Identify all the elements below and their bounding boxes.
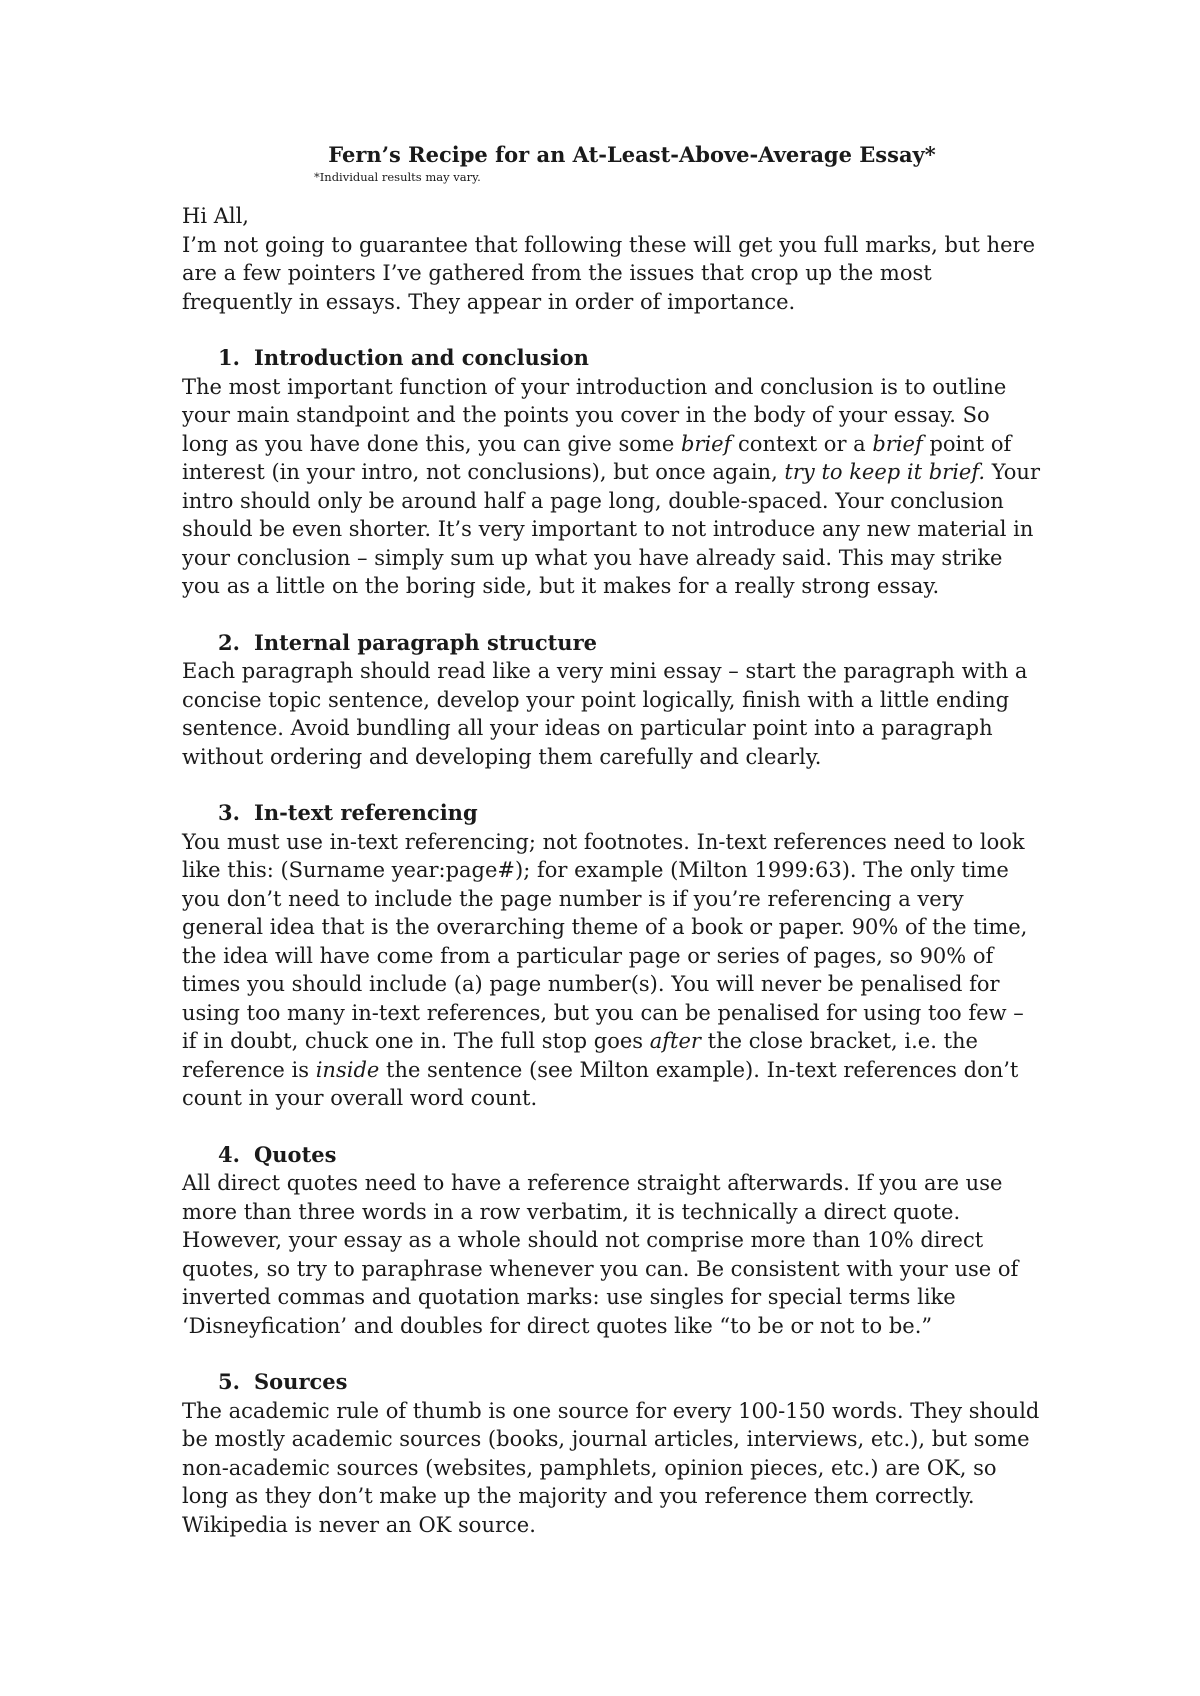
emphasis-text: inside xyxy=(315,1057,380,1082)
emphasis-text: try to keep it brief. xyxy=(784,460,986,484)
sections-list xyxy=(182,344,1042,1539)
section-number: 5. xyxy=(218,1369,240,1394)
section-number: 3. xyxy=(218,800,240,825)
section xyxy=(182,1141,1042,1341)
title-footnote: *Individual results may vary. xyxy=(314,170,481,184)
body-text: the close bracket, i.e. the reference is xyxy=(182,1029,978,1082)
body-text: Your intro should only be around half a page long, double-spaced. Your conclusion should be even shorter. It’s very important to not introduce any new material in your conclusion – simply sum up what you have already said. This may strike you as a little on the boring side, but it makes for a really strong essay. xyxy=(182,460,1040,598)
section xyxy=(182,799,1042,1113)
section-body xyxy=(182,1397,1042,1540)
section-body xyxy=(182,373,1042,601)
section-heading-text: In-text referencing xyxy=(254,800,478,825)
body-text: You must use in-text referencing; not footnotes. In-text references need to look like this: (Surname year:page#); for example (Milton 1999:63). The only time you don’t need to include the page number is if you’re referencing a very general idea that is the overarching theme of a book or paper. 90% of the time, the idea will have come from a particular page or series of pages, so 90% of times you should include (a) page number(s). You will never be penalised for using too many in-text references, but you can be penalised for using too few – if in doubt, chuck one in. The full stop goes xyxy=(182,829,1028,1053)
section-heading-text: Sources xyxy=(254,1369,348,1394)
body-text: context or a xyxy=(731,431,873,456)
body-text: Each paragraph should read like a very mini essay – start the paragraph with a concise topic sentence, develop your point logically, finish with a little ending sentence. Avoid bundling all your ideas on particular point into a paragraph without ordering and developing them carefully and clearly. xyxy=(182,659,1028,769)
section xyxy=(182,344,1042,601)
section xyxy=(182,629,1042,772)
section-body xyxy=(182,828,1042,1113)
body-text: the sentence (see Milton example). In-text references don’t count in your overall word count. xyxy=(182,1057,1019,1110)
greeting: Hi All, xyxy=(182,204,249,228)
section-number: 1. xyxy=(218,345,240,370)
section-heading xyxy=(182,629,1042,658)
section xyxy=(182,1368,1042,1539)
emphasis-text: brief xyxy=(680,431,732,456)
emphasis-text: after xyxy=(649,1029,701,1053)
section-heading-text: Introduction and conclusion xyxy=(254,345,589,370)
section-number: 4. xyxy=(218,1141,240,1167)
body-text: The most important function of your introduction and conclusion is to outline your main standpoint and the points you cover in the body of your essay. So long as you have done this, you can give some xyxy=(182,374,1007,456)
document-title: Fern’s Recipe for an At-Least-Above-Average Essay* xyxy=(328,142,936,167)
section-heading-text: Quotes xyxy=(254,1141,337,1167)
section-heading-text: Internal paragraph structure xyxy=(254,629,597,655)
body-text: point of interest (in your intro, not conclusions), but once again, xyxy=(182,431,1012,484)
section-number: 2. xyxy=(218,629,240,655)
section-heading xyxy=(182,1368,1042,1397)
body-text: All direct quotes need to have a reference straight afterwards. If you are use more than three words in a row verbatim, it is technically a direct quote. However, your essay as a whole should not comprise more than 10% direct quotes, so try to paraphrase whenever you can. Be consistent with your use of inverted commas and quotation marks: use singles for special terms like ‘Disneyfication’ and doubles for direct quotes like “to be or not to be.” xyxy=(182,1171,1019,1338)
section-heading xyxy=(182,799,1042,828)
section-heading xyxy=(182,1141,1042,1170)
intro-paragraph: I’m not going to guarantee that following these will get you full marks, but here are a few pointers I’ve gathered from the issues that crop up the most frequently in essays. They appear in order of importance. xyxy=(182,232,1036,314)
body-text: The academic rule of thumb is one source for every 100-150 words. They should be mostly academic sources (books, journal articles, interviews, etc.), but some non-academic sources (websites, pamphlets, opinion pieces, etc.) are OK, so long as they don’t make up the majority and you reference them correctly. Wikipedia is never an OK source. xyxy=(182,1398,1040,1537)
section-heading xyxy=(182,344,1042,373)
section-body xyxy=(182,1169,1042,1340)
section-body xyxy=(182,657,1042,771)
emphasis-text: brief xyxy=(872,431,923,456)
document-page xyxy=(182,140,1042,1539)
